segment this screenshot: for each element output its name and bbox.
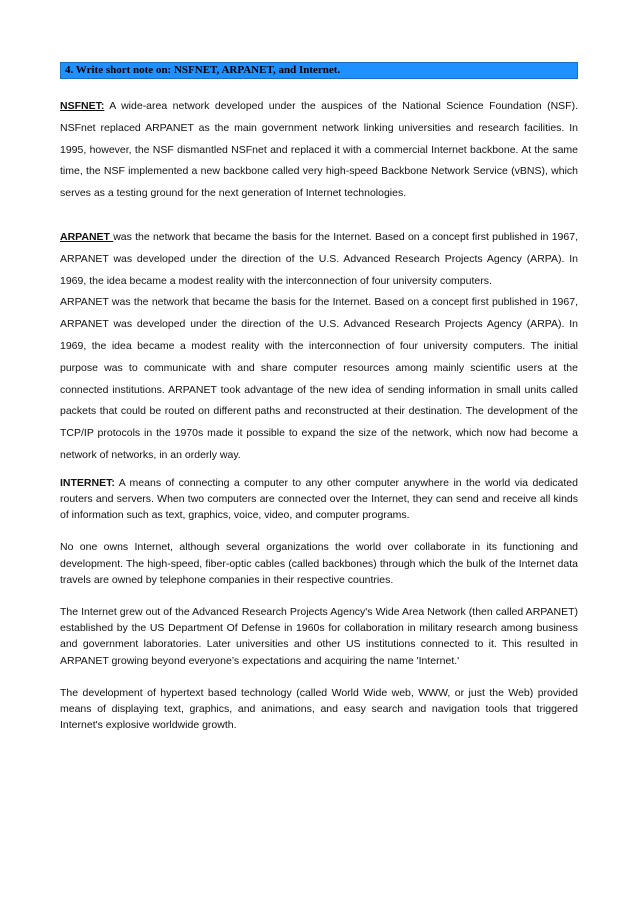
document-page	[60, 62, 578, 733]
internet-paragraph-2: No one owns Internet, although several organizations the world over collaborate in its functioning and development. The high-speed, fiber-optic cables (called backbones) through which the bulk of the Internet data travels are owned by telephone companies in their respective countries.	[60, 541, 578, 586]
arpanet-text-1: was the network that became the basis for the Internet. Based on a concept first published in 1967, ARPANET was developed under the direction of the U.S. Advanced Research Projects Agency (ARPA). In 1969, the idea became a modest reality with the interconnection of four university computers.	[60, 230, 578, 287]
nsfnet-paragraph	[60, 96, 578, 205]
arpanet-term: ARPANET	[60, 230, 114, 243]
arpanet-paragraph-1	[60, 227, 578, 292]
internet-paragraph-4: The development of hypertext based technology (called World Wide web, WWW, or just the Web) provided means of displaying text, graphics, and animations, and easy search and navigation tools that triggered Internet's explosive worldwide growth.	[60, 686, 578, 732]
arpanet-paragraph-2: ARPANET was the network that became the basis for the Internet. Based on a concept first published in 1967, ARPANET was developed under the direction of the U.S. Advanced Research Projects Agency (ARPA). In 1969, the idea became a modest reality with the interconnection of four university computers. The initial purpose was to communicate with and share computer resources among mainly scientific users at the connected institutions. ARPANET took advantage of the new idea of sending information in small units called packets that could be routed on different paths and reconstructed at their destination. The development of the TCP/IP protocols in the 1970s made it possible to expand the size of the network, which now had become a network of networks, in an orderly way.	[60, 296, 578, 461]
internet-paragraph-1	[60, 475, 578, 524]
question-heading: 4. Write short note on: NSFNET, ARPANET, and Internet.	[60, 62, 578, 79]
internet-paragraph-3: The Internet grew out of the Advanced Research Projects Agency's Wide Area Network (then called ARPANET) established by the US Department Of Defense in 1960s for collaboration in military research among business and government laboratories. Later universities and other US institutions connected to it. This resulted in ARPANET growing beyond everyone’s expectations and acquiring the name 'Internet.'	[60, 605, 578, 667]
internet-text: A means of connecting a computer to any other computer anywhere in the world via dedicated routers and servers. When two computers are connected over the Internet, they can send and receive all kinds of information such as text, graphics, voice, video, and computer programs.	[60, 476, 578, 522]
internet-term: INTERNET:	[60, 476, 115, 489]
nsfnet-term: NSFNET:	[60, 100, 105, 112]
nsfnet-text: A wide-area network developed under the auspices of the National Science Foundation (NSF). NSFnet replaced ARPANET as the main government network linking universities and research facilities. In 1995, however, the NSF dismantled NSFnet and replaced it with a commercial Internet backbone. At the same time, the NSF implemented a new backbone called very high-speed Backbone Network Service (vBNS), which serves as a testing ground for the next generation of Internet technologies.	[60, 100, 578, 200]
